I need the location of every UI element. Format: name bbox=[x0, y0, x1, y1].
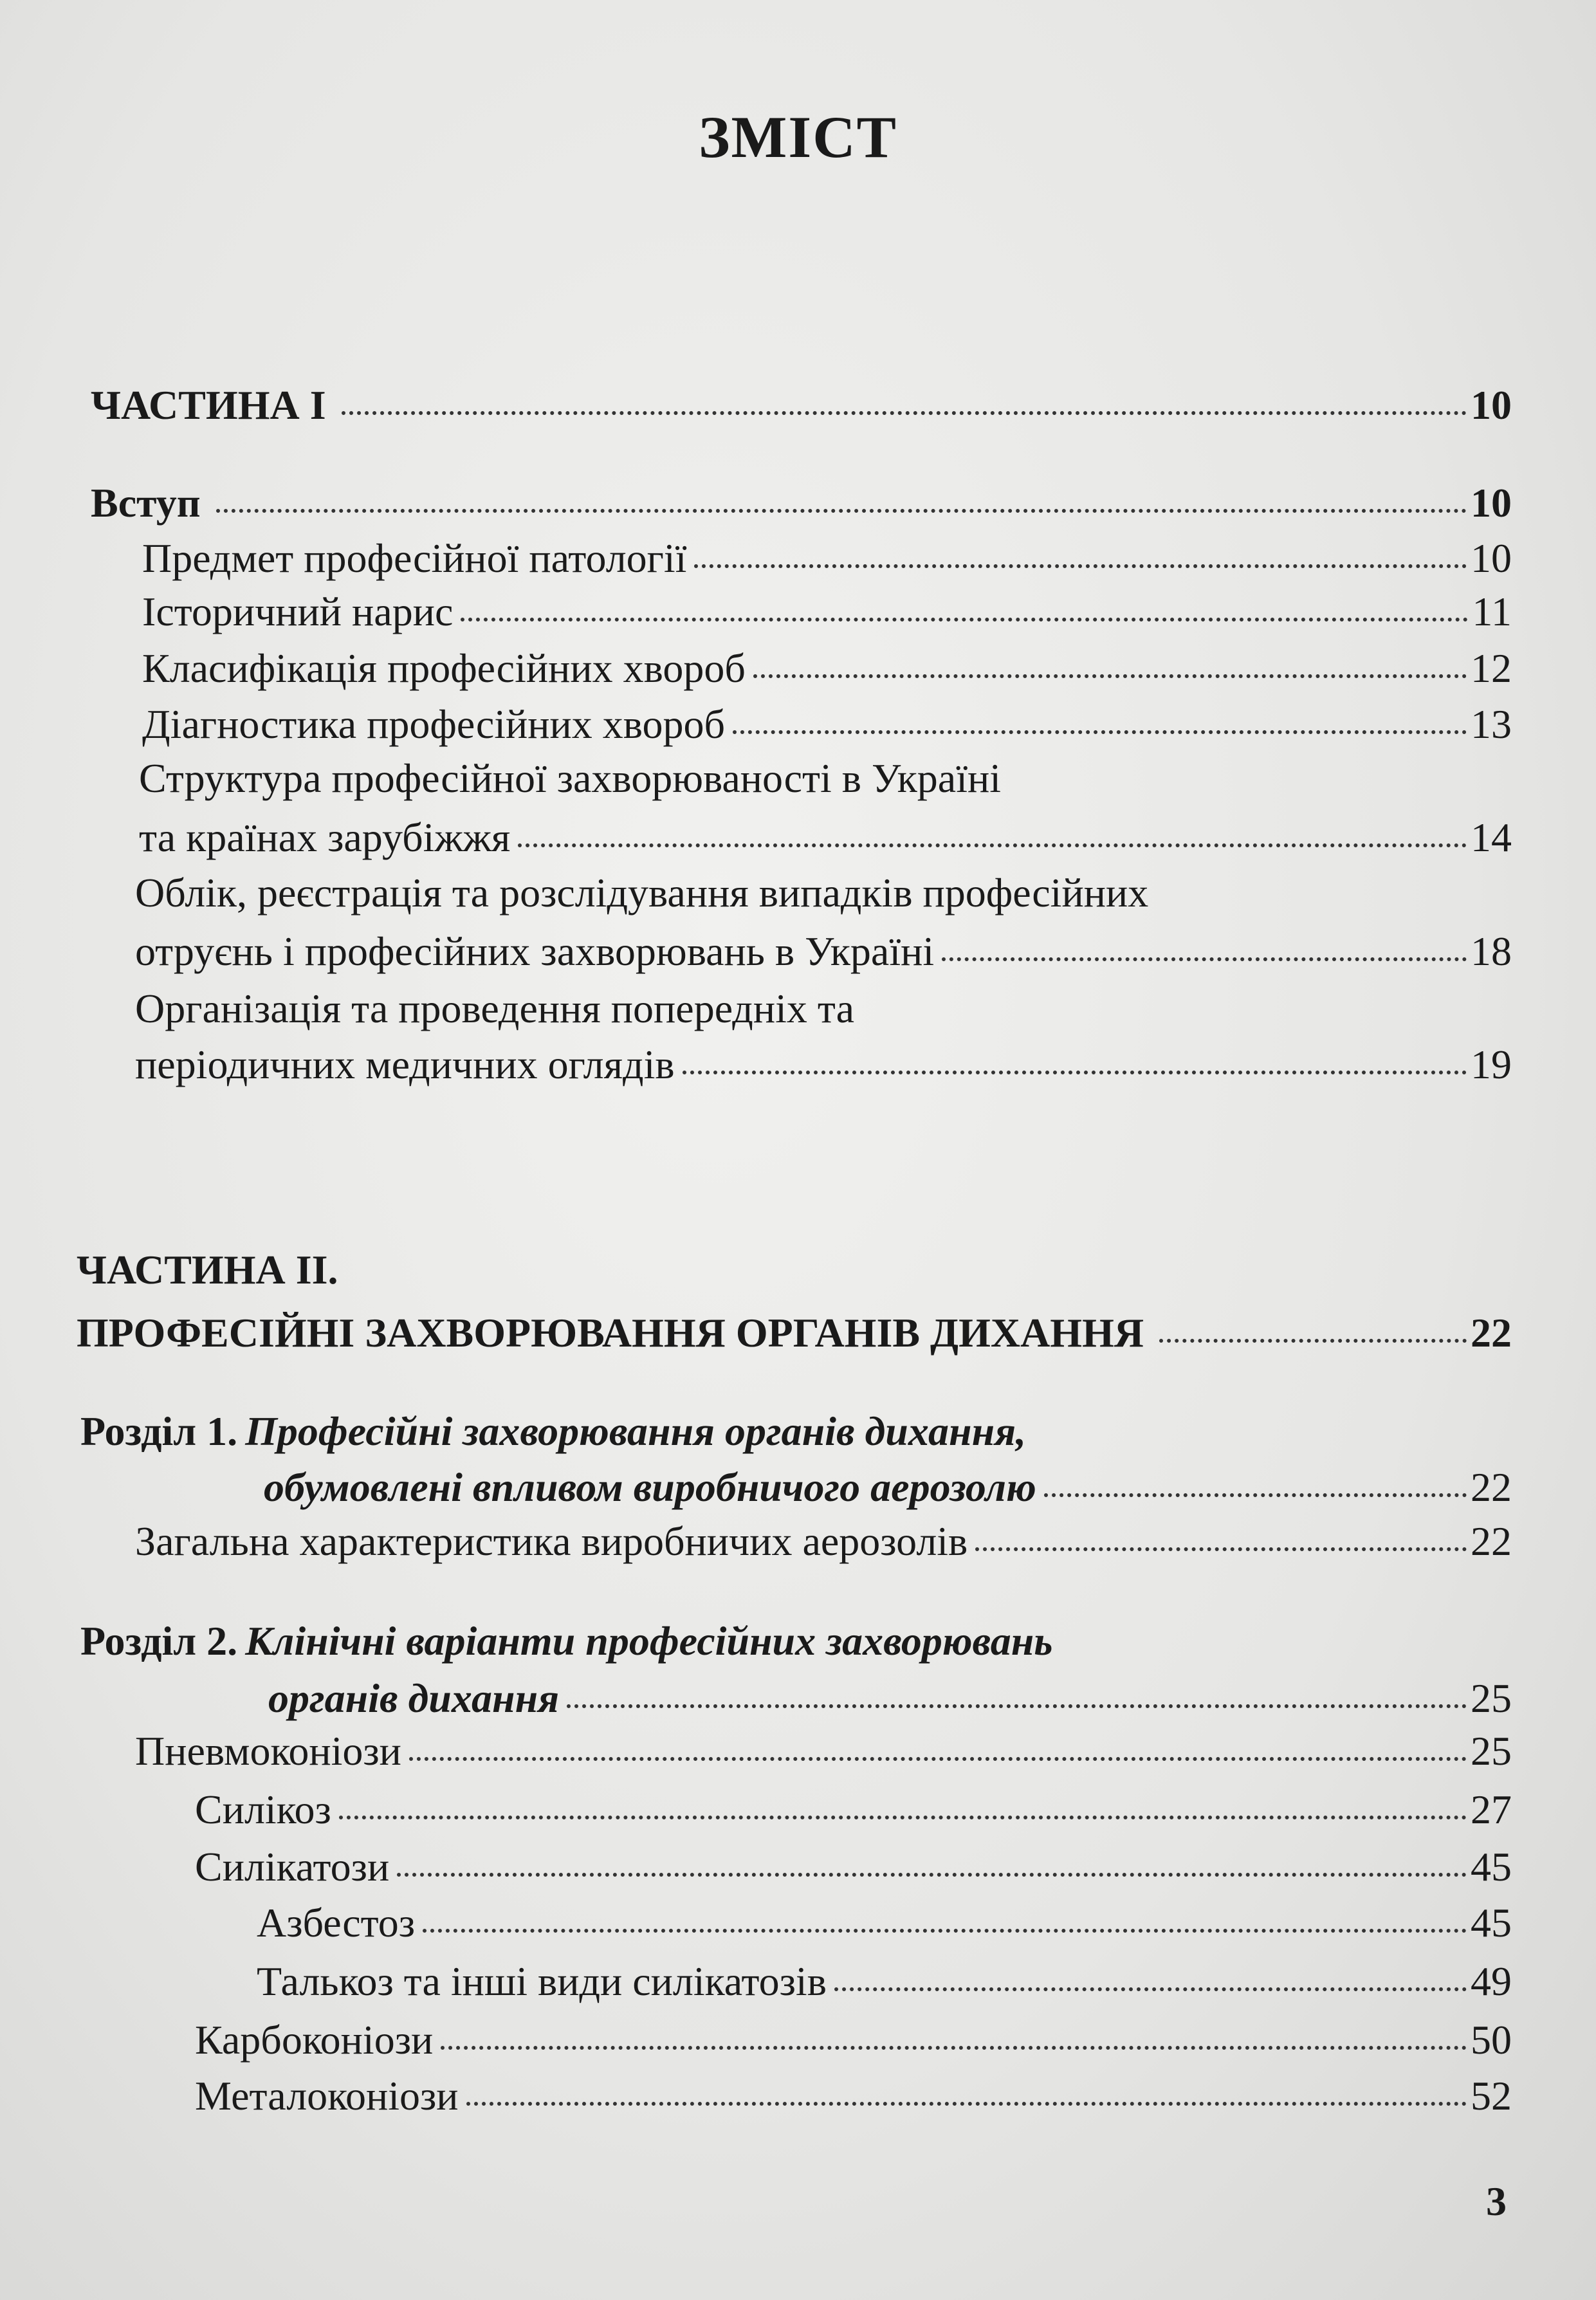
toc-entry bbox=[77, 1307, 1512, 1359]
entry-page: 18 bbox=[1471, 928, 1512, 974]
toc-entry bbox=[135, 1039, 1512, 1090]
toc-entry bbox=[142, 586, 1512, 638]
entry-page: 13 bbox=[1471, 701, 1512, 747]
dot-leader bbox=[834, 1987, 1467, 1991]
entry-page: 27 bbox=[1471, 1787, 1512, 1832]
toc-entry bbox=[80, 1615, 1052, 1667]
dot-leader bbox=[733, 730, 1467, 734]
entry-page: 22 bbox=[1471, 1310, 1512, 1356]
entry-page: 22 bbox=[1471, 1518, 1512, 1564]
toc-entry bbox=[135, 867, 1148, 919]
entry-prefix: Розділ 1. bbox=[80, 1408, 238, 1454]
entry-title: Діагностика професійних хвороб bbox=[142, 701, 726, 747]
toc-entry bbox=[139, 753, 1001, 804]
entry-page: 11 bbox=[1472, 589, 1512, 634]
toc-entry bbox=[195, 1841, 1512, 1893]
toc-entry bbox=[135, 1516, 1512, 1567]
dot-leader bbox=[753, 674, 1467, 678]
entry-title: Клінічні варіанти професійних захворювань bbox=[245, 1618, 1053, 1664]
toc-title: ЗМІСТ bbox=[699, 104, 897, 170]
toc-entry bbox=[195, 1784, 1512, 1835]
toc-entry bbox=[80, 1406, 1026, 1457]
entry-title: Металоконіози bbox=[195, 2073, 459, 2119]
entry-title: Предмет професійної патології bbox=[142, 535, 687, 581]
entry-title: Класифікація професійних хвороб bbox=[142, 645, 746, 691]
dot-leader bbox=[339, 1816, 1467, 1819]
entry-title: Силікатози bbox=[195, 1844, 390, 1890]
dot-leader bbox=[423, 1929, 1467, 1933]
entry-prefix: ЧАСТИНА І bbox=[91, 382, 326, 428]
entry-title: отруєнь і професійних захворювань в Україні bbox=[135, 928, 935, 974]
entry-page: 52 bbox=[1471, 2073, 1512, 2119]
dot-leader bbox=[567, 1704, 1467, 1708]
entry-page: 49 bbox=[1471, 1958, 1512, 2004]
dot-leader bbox=[461, 618, 1468, 621]
toc-entry bbox=[142, 533, 1512, 584]
entry-page: 45 bbox=[1471, 1844, 1512, 1890]
toc-entry bbox=[77, 1244, 346, 1296]
dot-leader bbox=[216, 509, 1467, 513]
toc-entry bbox=[139, 812, 1512, 863]
entry-title: Карбоконіози bbox=[195, 2017, 434, 2063]
entry-prefix: Вступ bbox=[91, 480, 201, 526]
toc-entry bbox=[91, 477, 1512, 529]
dot-leader bbox=[397, 1873, 1467, 1877]
entry-title: обумовлені впливом виробничого аерозолю bbox=[264, 1464, 1036, 1510]
dot-leader bbox=[1044, 1493, 1467, 1497]
toc-entry bbox=[195, 2014, 1512, 2066]
entry-title: Азбестоз bbox=[257, 1900, 416, 1946]
toc-entry bbox=[257, 1956, 1512, 2007]
toc-entry bbox=[91, 380, 1512, 431]
entry-page: 45 bbox=[1471, 1900, 1512, 1946]
dot-leader bbox=[441, 2046, 1467, 2050]
entry-title: органів дихання bbox=[268, 1675, 560, 1721]
entry-page: 50 bbox=[1471, 2017, 1512, 2063]
toc-entry bbox=[135, 1725, 1512, 1777]
toc-entry bbox=[195, 2070, 1512, 2122]
entry-page: 25 bbox=[1471, 1675, 1512, 1721]
entry-title: Історичний нарис bbox=[142, 589, 454, 634]
entry-page: 25 bbox=[1471, 1728, 1512, 1774]
entry-title: Талькоз та інші види силікатозів bbox=[257, 1958, 827, 2004]
dot-leader bbox=[342, 411, 1467, 415]
entry-title: Структура професійної захворюваності в Україні bbox=[139, 755, 1001, 801]
entry-prefix: Розділ 2. bbox=[80, 1618, 238, 1664]
entry-title: Облік, реєстрація та розслідування випадків професійних bbox=[135, 870, 1149, 915]
entry-prefix: ЧАСТИНА ІІ. bbox=[77, 1247, 338, 1293]
entry-page: 22 bbox=[1471, 1464, 1512, 1510]
toc-entry bbox=[257, 1897, 1512, 1949]
entry-title: Організація та проведення попередніх та bbox=[135, 986, 854, 1031]
dot-leader bbox=[694, 564, 1467, 568]
entry-title: Загальна характеристика виробничих аерозолів bbox=[135, 1518, 968, 1564]
entry-page: 19 bbox=[1471, 1042, 1512, 1087]
dot-leader bbox=[1159, 1339, 1467, 1343]
dot-leader bbox=[683, 1071, 1467, 1074]
entry-page: 10 bbox=[1471, 480, 1512, 526]
entry-title: Професійні захворювання органів дихання, bbox=[245, 1408, 1027, 1454]
toc-entry bbox=[135, 983, 854, 1035]
toc-entry bbox=[268, 1673, 1512, 1724]
toc-entry bbox=[264, 1462, 1512, 1513]
dot-leader bbox=[942, 957, 1467, 961]
entry-page: 10 bbox=[1471, 535, 1512, 581]
toc-entry bbox=[142, 643, 1512, 694]
dot-leader bbox=[409, 1757, 1467, 1761]
entry-page: 12 bbox=[1471, 645, 1512, 691]
dot-leader bbox=[975, 1547, 1467, 1551]
entry-page: 10 bbox=[1471, 382, 1512, 428]
entry-page: 14 bbox=[1471, 814, 1512, 860]
entry-title: та країнах зарубіжжя bbox=[139, 814, 511, 860]
entry-title: періодичних медичних оглядів bbox=[135, 1042, 675, 1087]
entry-prefix: ПРОФЕСІЙНІ ЗАХВОРЮВАННЯ ОРГАНІВ ДИХАННЯ bbox=[77, 1310, 1144, 1356]
entry-title: Силікоз bbox=[195, 1787, 331, 1832]
page-number: 3 bbox=[1486, 2178, 1507, 2224]
entry-title: Пневмоконіози bbox=[135, 1728, 401, 1774]
dot-leader bbox=[466, 2102, 1467, 2106]
toc-entry bbox=[135, 926, 1512, 977]
toc-entry bbox=[142, 699, 1512, 750]
dot-leader bbox=[518, 843, 1467, 847]
